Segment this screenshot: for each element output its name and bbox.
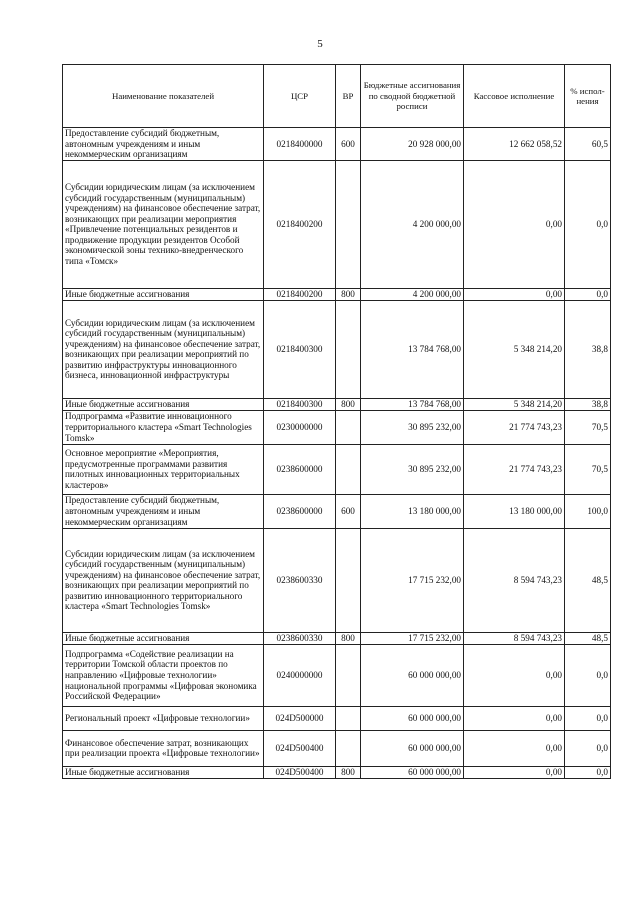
header-csr: ЦСР — [264, 65, 336, 128]
row-cash: 5 348 214,20 — [464, 398, 565, 410]
row-csr: 0238600000 — [264, 494, 336, 528]
row-vr — [336, 644, 361, 706]
row-csr: 0218400200 — [264, 160, 336, 288]
row-name: Иные бюджетные ассигнования — [63, 398, 264, 410]
table-row — [63, 494, 611, 528]
table-row — [63, 730, 611, 766]
row-budget: 60 000 000,00 — [361, 766, 464, 778]
table-row — [63, 300, 611, 398]
row-name: Подпрограмма «Содействие реализации на территории Томской области проектов по направлению «Цифровые технологии» национальной программы «Цифровая экономика Российской Федерации» — [63, 644, 264, 706]
row-budget: 4 200 000,00 — [361, 288, 464, 300]
header-name: Наименование показателей — [63, 65, 264, 128]
row-budget: 60 000 000,00 — [361, 706, 464, 730]
row-vr: 800 — [336, 288, 361, 300]
row-pct: 48,5 — [565, 528, 611, 632]
row-vr — [336, 706, 361, 730]
row-name: Иные бюджетные ассигнования — [63, 766, 264, 778]
row-vr — [336, 444, 361, 494]
table-header-row — [63, 65, 611, 128]
row-cash: 21 774 743,23 — [464, 444, 565, 494]
row-budget: 60 000 000,00 — [361, 730, 464, 766]
row-cash: 8 594 743,23 — [464, 632, 565, 644]
row-csr: 024D500000 — [264, 706, 336, 730]
row-csr: 0218400300 — [264, 398, 336, 410]
row-csr: 0238600330 — [264, 632, 336, 644]
row-pct: 0,0 — [565, 644, 611, 706]
row-csr: 0218400200 — [264, 288, 336, 300]
table-row — [63, 632, 611, 644]
row-name: Подпрограмма «Развитие инновационного территориального кластера «Smart Technologies Tomsk» — [63, 410, 264, 444]
row-csr: 0238600330 — [264, 528, 336, 632]
row-budget: 13 784 768,00 — [361, 300, 464, 398]
row-name: Иные бюджетные ассигнования — [63, 288, 264, 300]
row-vr: 800 — [336, 632, 361, 644]
row-pct: 0,0 — [565, 766, 611, 778]
row-budget: 17 715 232,00 — [361, 632, 464, 644]
header-pct: % испол-нения — [565, 65, 611, 128]
row-name: Региональный проект «Цифровые технологии» — [63, 706, 264, 730]
row-name: Предоставление субсидий бюджетным, автономным учреждениям и иным некоммерческим организациям — [63, 494, 264, 528]
row-budget: 4 200 000,00 — [361, 160, 464, 288]
table-row — [63, 528, 611, 632]
row-budget: 17 715 232,00 — [361, 528, 464, 632]
row-vr — [336, 410, 361, 444]
table-row — [63, 706, 611, 730]
table-row — [63, 644, 611, 706]
row-pct: 100,0 — [565, 494, 611, 528]
row-name: Основное мероприятие «Мероприятия, предусмотренные программами развития пилотных инновационных территориальных кластеров» — [63, 444, 264, 494]
row-name: Финансовое обеспечение затрат, возникающих при реализации проекта «Цифровые технологии» — [63, 730, 264, 766]
row-cash: 12 662 058,52 — [464, 128, 565, 161]
row-csr: 0238600000 — [264, 444, 336, 494]
table-row — [63, 444, 611, 494]
page-number: 5 — [317, 38, 323, 50]
row-pct: 60,5 — [565, 128, 611, 161]
row-vr — [336, 730, 361, 766]
row-pct: 0,0 — [565, 288, 611, 300]
row-csr: 0218400000 — [264, 128, 336, 161]
row-vr: 600 — [336, 494, 361, 528]
row-name: Субсидии юридическим лицам (за исключением субсидий государственным (муниципальным) учреждениям) на финансовое обеспечение затрат, возникающих при реализации мероприятий по развитию инновационного территориального кластера «Smart Technologies Tomsk» — [63, 528, 264, 632]
row-pct: 38,8 — [565, 300, 611, 398]
row-cash: 21 774 743,23 — [464, 410, 565, 444]
row-budget: 60 000 000,00 — [361, 644, 464, 706]
header-vr: ВР — [336, 65, 361, 128]
table-row — [63, 410, 611, 444]
table-row — [63, 128, 611, 161]
row-cash: 0,00 — [464, 160, 565, 288]
row-budget: 30 895 232,00 — [361, 444, 464, 494]
row-cash: 0,00 — [464, 730, 565, 766]
row-budget: 13 784 768,00 — [361, 398, 464, 410]
row-cash: 5 348 214,20 — [464, 300, 565, 398]
row-vr: 800 — [336, 398, 361, 410]
row-vr — [336, 528, 361, 632]
row-pct: 0,0 — [565, 730, 611, 766]
row-vr: 800 — [336, 766, 361, 778]
row-name: Предоставление субсидий бюджетным, автономным учреждениям и иным некоммерческим организациям — [63, 128, 264, 161]
row-pct: 48,5 — [565, 632, 611, 644]
row-vr — [336, 160, 361, 288]
table-row — [63, 766, 611, 778]
row-vr — [336, 300, 361, 398]
row-pct: 70,5 — [565, 444, 611, 494]
row-cash: 0,00 — [464, 766, 565, 778]
row-vr: 600 — [336, 128, 361, 161]
row-budget: 20 928 000,00 — [361, 128, 464, 161]
row-pct: 70,5 — [565, 410, 611, 444]
row-cash: 0,00 — [464, 288, 565, 300]
header-cash: Кассовое исполнение — [464, 65, 565, 128]
row-csr: 024D500400 — [264, 766, 336, 778]
row-cash: 0,00 — [464, 706, 565, 730]
row-csr: 0230000000 — [264, 410, 336, 444]
budget-execution-table — [62, 64, 611, 779]
row-pct: 0,0 — [565, 160, 611, 288]
row-pct: 38,8 — [565, 398, 611, 410]
row-budget: 13 180 000,00 — [361, 494, 464, 528]
row-csr: 0218400300 — [264, 300, 336, 398]
row-csr: 024D500400 — [264, 730, 336, 766]
row-cash: 0,00 — [464, 644, 565, 706]
row-pct: 0,0 — [565, 706, 611, 730]
row-name: Иные бюджетные ассигнования — [63, 632, 264, 644]
table-row — [63, 398, 611, 410]
row-cash: 13 180 000,00 — [464, 494, 565, 528]
row-budget: 30 895 232,00 — [361, 410, 464, 444]
row-name: Субсидии юридическим лицам (за исключением субсидий государственным (муниципальным) учреждениям) на финансовое обеспечение затрат, возникающих при реализации мероприятия «Привлечение потенциальных резидентов и продвижение продукции резидентов Особой экономической зоны технико-внедренческого типа «Томск» — [63, 160, 264, 288]
header-budget: Бюджетные ассигнования по сводной бюджетной росписи — [361, 65, 464, 128]
row-cash: 8 594 743,23 — [464, 528, 565, 632]
table-row — [63, 288, 611, 300]
row-name: Субсидии юридическим лицам (за исключением субсидий государственным (муниципальным) учреждениям) на финансовое обеспечение затрат, возникающих при реализации мероприятий по развитию инфраструктуры инновационного бизнеса, инновационной инфраструктуры — [63, 300, 264, 398]
row-csr: 0240000000 — [264, 644, 336, 706]
table-row — [63, 160, 611, 288]
